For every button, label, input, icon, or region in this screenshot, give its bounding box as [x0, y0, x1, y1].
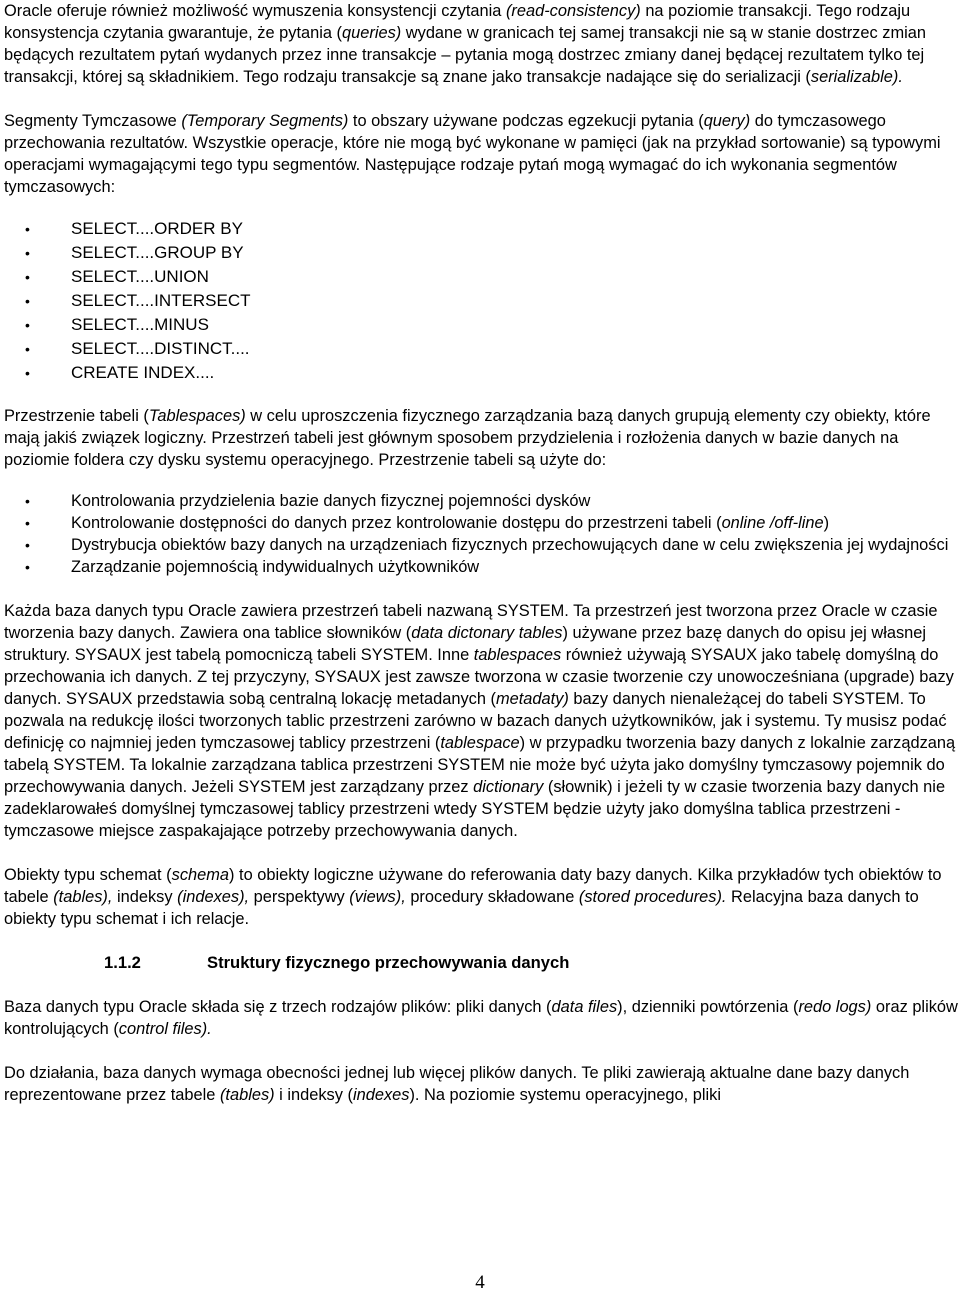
text-segment: Relacyjna baza danych to obiekty typu schemat i ich relacje. — [4, 888, 919, 928]
text-segment: Tablespaces) — [148, 407, 246, 425]
bullet-icon: • — [25, 537, 30, 553]
text-segment: do tymczasowego przechowania rezultatów. Wszystkie operacje, które nie mogą być wykonane w pamięci (jak na przykład sortowanie) są typowymi operacjami wymagającymi tego typu segmentów. Następujące rodzaje pytań mogą wymagać do ich wykonania segmentów tymczasowych: — [4, 112, 941, 196]
text-segment: Do działania, baza danych wymaga obecności jednej lub więcej plików danych. Te pliki zawierają aktualne dane bazy danych reprezentowane przez tabele — [4, 1064, 910, 1104]
text-segment: (tables), — [53, 888, 113, 906]
text-segment: Obiekty typu schemat ( — [4, 866, 172, 884]
text-segment: oraz plików kontrolujących ( — [4, 998, 958, 1038]
text-segment: Każda baza danych typu Oracle zawiera przestrzeń tabeli nazwaną SYSTEM. Ta przestrzeń jest tworzona przez Oracle w czasie tworzenia bazy danych. Zawiera ona tablice słowników ( — [4, 602, 938, 642]
paragraph-system-tablespace — [4, 600, 958, 842]
bullet-icon: • — [25, 221, 30, 237]
list-item-text: SELECT....INTERSECT — [71, 291, 251, 310]
paragraph-temporary-segments — [4, 110, 958, 198]
text-segment: Przestrzenie tabeli ( — [4, 407, 149, 425]
text-segment: control files). — [118, 1020, 212, 1038]
list-item-text: Kontrolowania przydzielenia bazie danych fizycznej pojemności dysków — [71, 492, 591, 510]
text-segment: na poziomie transakcji. Tego rodzaju konsystencja czytania gwarantuje, że pytania ( — [4, 2, 911, 42]
section-heading — [4, 952, 958, 974]
text-segment: ). Na poziomie systemu operacyjnego, pliki — [409, 1086, 722, 1104]
text-segment: redo logs) — [798, 998, 872, 1016]
text-segment: serializable). — [810, 68, 903, 86]
text-segment: (views), — [349, 888, 406, 906]
text-segment: (słownik) i jeżeli ty w czasie tworzenia bazy danych nie zadeklarowałeś domyślnej tymczasowej tablicy przestrzeni wtedy SYSTEM będzie użyty jako domyślna tablica przestrzeni - tymczasowe miejsce zaspakajające potrzeby przechowywania danych. — [4, 778, 946, 840]
tablespace-uses-list — [4, 490, 958, 578]
text-segment: queries) — [342, 24, 402, 42]
list-item-text: Zarządzanie pojemnością indywidualnych użytkowników — [71, 558, 480, 576]
text-segment: w celu uproszczenia fizycznego zarządzania bazą danych grupują elementy czy obiekty, które mają jakiś związek logiczny. Przestrzeń tabeli jest głównym sposobem przydzielenia i rozłożenia danych w bazie danych na poziomie foldera czy dysku systemu operacyjnego. Przestrzenie tabeli są użyte do: — [4, 407, 931, 469]
text-segment: i indeksy ( — [274, 1086, 353, 1104]
bullet-icon: • — [25, 365, 30, 381]
list-item — [4, 556, 958, 578]
section-title: Struktury fizycznego przechowywania danych — [207, 953, 570, 972]
text-segment: (Temporary Segments) — [181, 112, 349, 130]
bullet-icon: • — [25, 515, 30, 531]
text-segment: Baza danych typu Oracle składa się z trzech rodzajów plików: pliki danych ( — [4, 998, 552, 1016]
text-segment: ), dzienniki powtórzenia ( — [617, 998, 799, 1016]
list-item-text: SELECT....DISTINCT.... — [71, 339, 250, 358]
bullet-icon: • — [25, 269, 30, 285]
bullet-icon: • — [25, 293, 30, 309]
list-item-text-italic: online /off-line — [721, 514, 824, 532]
text-segment: dictionary — [473, 778, 544, 796]
list-item-text: SELECT....GROUP BY — [71, 243, 244, 262]
text-segment: (read-consistency) — [505, 2, 641, 20]
text-segment: to obszary używane podczas egzekucji pytania ( — [348, 112, 704, 130]
bullet-icon: • — [25, 559, 30, 575]
list-item — [4, 490, 958, 512]
list-item-text: Dystrybucja obiektów bazy danych na urządzeniach fizycznych przechowujących dane w celu zwiększenia jej wydajności — [71, 536, 949, 554]
text-segment: metadaty) — [495, 690, 569, 708]
text-segment: (indexes), — [177, 888, 250, 906]
bullet-icon: • — [25, 245, 30, 261]
list-item-text: ) — [823, 514, 830, 532]
text-segment: tablespace — [440, 734, 520, 752]
list-item — [4, 241, 958, 265]
text-segment: również używają SYSAUX jako tabelę domyślną do przechowania ich danych. Z tej przyczyny, SYSAUX jest zawsze tworzona w czasie tworzenie czy unowocześniana (upgrade) bazy danych. SYSAUX przedstawia sobą centralną lokację metadanych ( — [4, 646, 954, 708]
paragraph-tablespaces — [4, 405, 958, 471]
text-segment: ) w przypadku tworzenia bazy danych z lokalnie zarządzaną tabelą SYSTEM. Ta lokalnie zarządzana tablica przestrzeni SYSTEM nie może być użyta jako domyślny tymczasowy pojemnik do przechowywania danych. Jeżeli SYSTEM jest zarządzany przez — [4, 734, 956, 796]
text-segment: tablespaces — [473, 646, 562, 664]
list-item — [4, 534, 958, 556]
paragraph-read-consistency — [4, 0, 958, 88]
text-segment: query) — [703, 112, 751, 130]
text-segment: Oracle oferuje również możliwość wymuszenia konsystencji czytania — [4, 2, 506, 20]
text-segment: (stored procedures). — [578, 888, 727, 906]
paragraph-schema-objects — [4, 864, 958, 930]
list-item — [4, 265, 958, 289]
text-segment: indexes — [352, 1086, 410, 1104]
text-segment: ) używane przez bazę danych do opisu jej własnej struktury. SYSAUX jest tabelą pomocniczą tabeli SYSTEM. Inne — [4, 624, 927, 664]
list-item-text: SELECT....ORDER BY — [71, 219, 243, 238]
list-item-text: CREATE INDEX.... — [71, 363, 215, 382]
list-item — [4, 217, 958, 241]
text-segment: data dictonary tables — [411, 624, 563, 642]
list-item-text: Kontrolowanie dostępności do danych przez kontrolowanie dostępu do przestrzeni tabeli ( — [71, 514, 722, 532]
text-segment: data files — [551, 998, 618, 1016]
list-item — [4, 512, 958, 534]
text-segment: Segmenty Tymczasowe — [4, 112, 182, 130]
list-item-text: SELECT....MINUS — [71, 315, 209, 334]
text-segment: wydane w granicach tej samej transakcji nie są w stanie dostrzec zmian będących rezultatem pytań wydanych przez inne transakcje – pytania mogą dostrzec zmiany danej będącej rezultatem tylko tej transakcji, której są składnikiem. Tego rodzaju transakcje są znane jako transakcje nadające się do serializacji ( — [4, 24, 926, 86]
text-segment: schema — [171, 866, 230, 884]
sql-query-list — [4, 217, 958, 385]
paragraph-data-files — [4, 1062, 958, 1106]
list-item — [4, 337, 958, 361]
text-segment: bazy danych nienależącej do tabeli SYSTEM. To pozwala na redukcję ilości tworzonych tablic przestrzeni zarówno w bazach danych użytkowników, jak i systemu. Ty musisz podać definicję co najmniej jeden tymczasowej tablicy przestrzeni ( — [4, 690, 947, 752]
bullet-icon: • — [25, 341, 30, 357]
list-item — [4, 289, 958, 313]
list-item-text: SELECT....UNION — [71, 267, 209, 286]
paragraph-file-types — [4, 996, 958, 1040]
bullet-icon: • — [25, 317, 30, 333]
text-segment: (tables) — [219, 1086, 275, 1104]
list-item — [4, 313, 958, 337]
text-segment: ) to obiekty logiczne używane do referowania daty bazy danych. Kilka przykładów tych obiektów to tabele — [4, 866, 942, 906]
page-number: 4 — [475, 1272, 485, 1293]
section-number: 1.1.2 — [104, 953, 141, 972]
text-segment: procedury składowane — [405, 888, 579, 906]
text-segment: indeksy — [112, 888, 178, 906]
bullet-icon: • — [25, 493, 30, 509]
document-page — [4, 0, 958, 1106]
list-item — [4, 361, 958, 385]
text-segment: perspektywy — [249, 888, 350, 906]
